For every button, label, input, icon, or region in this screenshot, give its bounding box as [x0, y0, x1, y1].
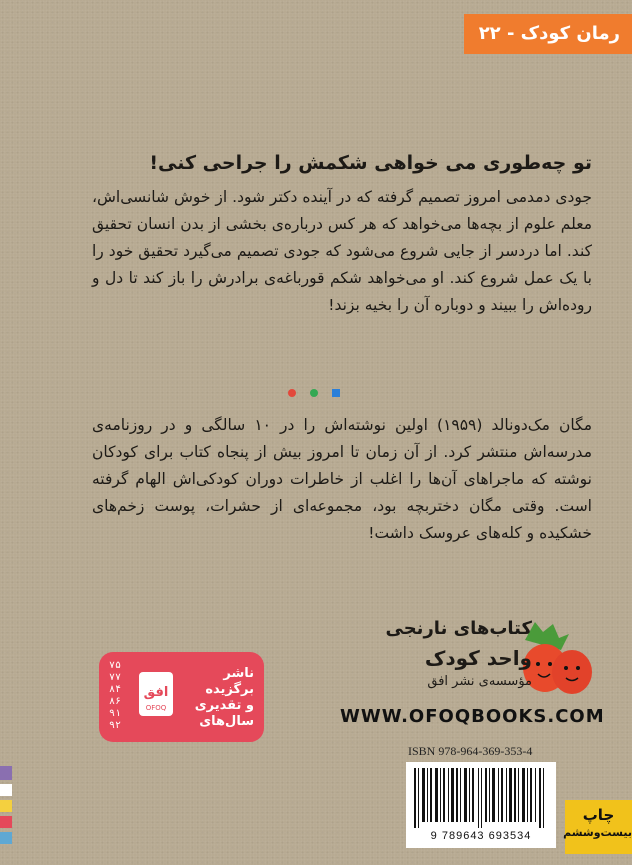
ofoq-logo-icon — [139, 672, 173, 716]
badge-line-2: برگزیده — [205, 682, 254, 697]
award-years — [109, 660, 133, 732]
publisher-unit: واحد کودک — [424, 646, 532, 670]
barcode-icon — [412, 768, 550, 828]
year-item: ۹۲ — [109, 720, 122, 731]
green-dot-icon — [310, 389, 318, 397]
year-item: ۸۶ — [109, 696, 122, 707]
award-badge — [99, 652, 264, 742]
barcode-digits: 9 789643 693534 — [430, 830, 532, 842]
separator-dots — [280, 386, 370, 400]
back-cover-headline: تو چه‌طوری می خواهی شکمش را جراحی کنی! — [149, 152, 592, 174]
strip-yellow — [0, 800, 12, 812]
year-item: ۹۱ — [109, 708, 122, 719]
synopsis-paragraph: جودی دمدمی امروز تصمیم گرفته که در آینده دکتر شود. از خوش شانسی‌اش، معلم علوم از بچه‌ها می‌خواهد که هر کس درباره‌ی بخشی از بدن انسان تحقیق کند. اما دردسر از جایی شروع می‌شود که جودی تصمیم می‌گیرد تحقیق خود را با یک عمل شروع کند. او می‌خواهد شکم قورباغه‌ی برادرش را باز کند تا دل و روده‌اش را ببیند و دوباره آن را بخیه بزند! — [92, 188, 592, 314]
year-item: ۷۵ — [109, 660, 122, 671]
print-edition: بیست‌وششم — [563, 826, 632, 839]
author-bio-paragraph: مگان مک‌دونالد (۱۹۵۹) اولین نوشته‌اش را در ۱۰ سالگی و در روزنامه‌ی مدرسه‌اش منتشر کرد. از آن زمان تا امروز بیش از پنجاه کتاب برای کودکان نوشته که ماجراهای آن‌ها را اغلب از خاطرات دوران کودکی‌اش الهام گرفته است. وقتی مگان دختربچه بود، مجموعه‌ای از حشرات، پوست زخم‌های خشکیده و کله‌های عروسک داشت! — [92, 416, 593, 542]
red-dot-icon — [288, 389, 296, 397]
color-strip — [0, 766, 12, 856]
series-header — [0, 0, 632, 56]
isbn-label: ISBN 978-964-369-353-4 — [408, 744, 533, 758]
publisher-website: WWW.OFOQBOOKS.COM — [340, 706, 605, 727]
badge-line-3: و تقدیری — [194, 698, 254, 713]
series-label: رمان کودک - ۲۲ — [464, 14, 632, 54]
strip-purple — [0, 766, 12, 780]
print-edition-badge — [565, 800, 632, 854]
blue-square-icon — [332, 389, 340, 397]
badge-line-1: ناشر — [223, 666, 254, 681]
print-label: چاپ — [582, 806, 615, 824]
year-item: ۷۷ — [109, 672, 122, 683]
publisher-institute: مؤسسه‌ی نشر افق — [427, 674, 532, 689]
strip-pink — [0, 816, 12, 828]
publisher-brand: کتاب‌های نارنجی — [385, 618, 532, 639]
strip-blue — [0, 832, 12, 844]
barcode — [406, 762, 556, 848]
year-item: ۸۴ — [109, 684, 122, 695]
badge-line-4: سال‌های — [199, 714, 254, 729]
strip-white — [0, 784, 12, 796]
svg-text:افق: افق — [143, 685, 169, 700]
svg-text:OFOQ: OFOQ — [145, 704, 167, 712]
